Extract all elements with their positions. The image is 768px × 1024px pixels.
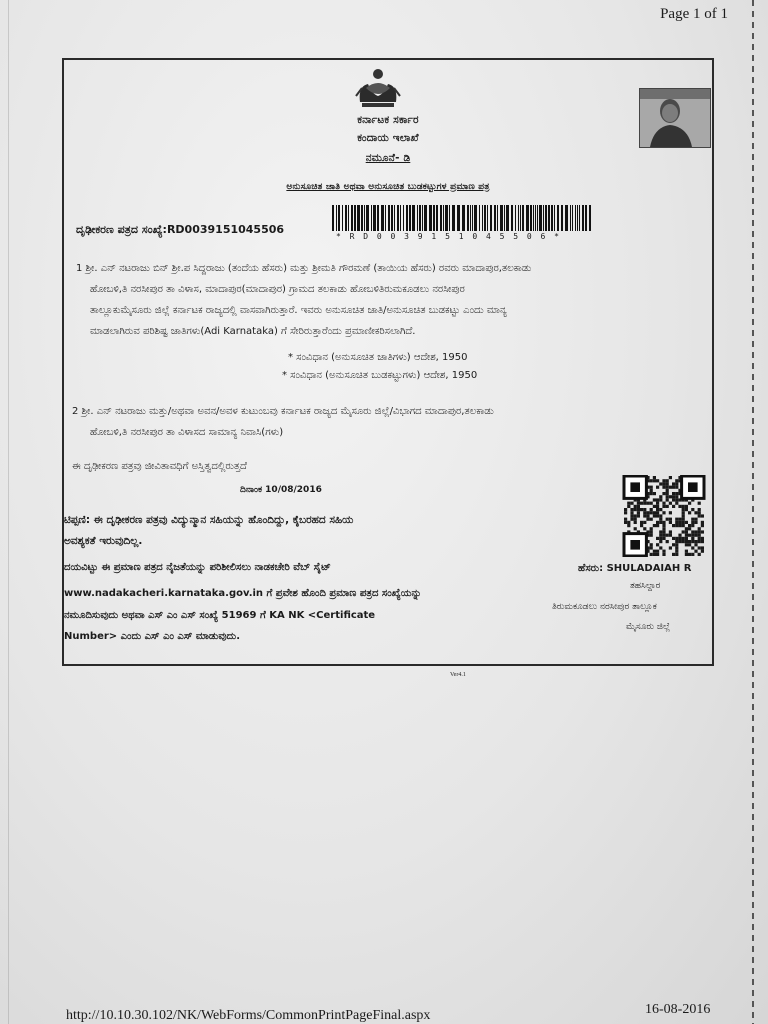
note-line: ಟಿಪ್ಪಣಿ: ಈ ದೃಢೀಕರಣ ಪತ್ರವು ವಿದ್ಯುನ್ಮಾನ ಸಹಿಯನ್ನು ಹೊಂದಿದ್ದು, ಕೈಬರಹದ ಸಹಿಯ (64, 514, 354, 526)
version-label: Ver4.1 (450, 672, 466, 678)
certificate-border (62, 58, 714, 666)
page-number-label: Page 1 of 1 (660, 6, 728, 22)
footer-url: http://10.10.30.102/NK/WebForms/CommonPrintPageFinal.aspx (66, 1008, 431, 1023)
barcode-text: * R D 0 0 3 9 1 5 1 0 4 5 5 0 6 * (336, 232, 561, 241)
paragraph-1-line: ತಾಲ್ಲೂಕುಮೈಸೂರು ಜಿಲ್ಲೆ ಕರ್ನಾಟಕ ರಾಜ್ಯದಲ್ಲಿ ವಾಸವಾಗಿರುತ್ತಾರೆ. ಇವರು ಅನುಸೂಚಿತ ಜಾತಿ/ಅನುಸೂಚಿತ ಬುಡಕಟ್ಟು ಎಂದು ಮಾನ್ಯ (90, 305, 507, 316)
verify-line: ದಯವಿಟ್ಟು ಈ ಪ್ರಮಾಣ ಪತ್ರದ ನೈಜತೆಯನ್ನು ಪರಿಶೀಲಿಸಲು ನಾಡಕಚೇರಿ ವೆಬ್ ಸೈಟ್ (64, 562, 331, 573)
verify-line: www.nadakacheri.karnataka.gov.in ಗೆ ಪ್ರವೇಶ ಹೊಂದಿ ಪ್ರಮಾಣ ಪತ್ರದ ಸಂಖ್ಯೆಯನ್ನು (64, 588, 422, 599)
verify-line: Number> ಎಂದು ಎಸ್ ಎಂ ಎಸ್ ಮಾಡುವುದು. (64, 631, 241, 642)
signer-title: ತಹಸಿಲ್ದಾರ (630, 581, 661, 591)
order-line: * ಸಂವಿಧಾನ (ಅನುಸೂಚಿತ ಬುಡಕಟ್ಟುಗಳು) ಆದೇಶ, 1950 (282, 370, 478, 381)
signer-district: ಮೈಸೂರು ಜಿಲ್ಲೆ (626, 622, 671, 632)
paper-crease (752, 0, 754, 1024)
footer-date: 16-08-2016 (645, 1002, 711, 1017)
qr-code-icon (622, 475, 706, 557)
certificate-title: ಅನುಸೂಚಿತ ಜಾತಿ ಅಥವಾ ಅನುಸೂಚಿತ ಬುಡಕಟ್ಟುಗಳ ಪ್ರಮಾಣ ಪತ್ರ (286, 182, 490, 192)
paragraph-2-line: ಹೋಬಳಿ,ತಿ ನರಸೀಪುರ ತಾ ವಿಳಾಸದ ಸಾಮಾನ್ಯ ನಿವಾಸಿ(ಗಳು) (90, 427, 284, 438)
paragraph-1-line: ಮಾಡಲಾಗಿರುವ ಪರಿಶಿಷ್ಟ ಜಾತಿಗಳು(Adi Karnataka) ಗೆ ಸೇರಿರುತ್ತಾರೆಂದು ಪ್ರಮಾಣೀಕರಿಸಲಾಗಿದೆ. (90, 326, 416, 337)
paragraph-1-line: 1 ಶ್ರೀ. ಎನ್ ನಟರಾಜು ಬಿನ್ ಶ್ರೀ.ಪ ಸಿದ್ದರಾಜು (ತಂದೆಯ ಹೆಸರು) ಮತ್ತು ಶ್ರೀಮತಿ ಗೌರಮಣೆ (ತಾಯಿಯ ಹೆಸರು) ರವರು ಮಾದಾಪುರ,ತಲಕಾಡು (76, 263, 532, 274)
paper-crease (8, 0, 9, 1024)
signer-name: ಹೆಸರು: SHULADAIAH R (578, 563, 692, 574)
verify-line: ನಮೂದಿಸುವುದು ಅಥವಾ ಎಸ್ ಎಂ ಎಸ್ ಸಂಖ್ಯೆ 51969 ಗೆ KA NK <Certificate (64, 610, 376, 621)
form-name: ನಮೂನೆ- ಡಿ (365, 152, 411, 164)
department-name: ಕಂದಾಯ ಇಲಾಖೆ (357, 132, 419, 144)
government-name: ಕರ್ನಾಟಕ ಸರ್ಕಾರ (357, 114, 419, 126)
validity-statement: ಈ ದೃಢೀಕರಣ ಪತ್ರವು ಜೀವಿತಾವಧಿಗೆ ಅಸ್ತಿತ್ವದಲ್ಲಿರುತ್ತದೆ (72, 461, 247, 472)
paragraph-1-line: ಹೋಬಳಿ,ತಿ ನರಸೀಪುರ ತಾ ವಿಳಾಸ, ಮಾದಾಪುರ(ಮಾದಾಪುರ) ಗ್ರಾಮದ ತಲಕಾಡು ಹೋಬಳಿತಿರುಮಕೂಡಲು ನರಸೀಪುರ (90, 284, 465, 295)
karnataka-emblem-icon (352, 66, 404, 112)
signer-office: ತಿರುಮಕೂಡಲು ನರಸೀಪುರ ತಾಲ್ಲೂಕ (552, 602, 657, 612)
certificate-number: ದೃಢೀಕರಣ ಪತ್ರದ ಸಂಖ್ಯೆ:RD0039151045506 (76, 223, 285, 236)
order-line: * ಸಂವಿಧಾನ (ಅನುಸೂಚಿತ ಜಾತಿಗಳು) ಆದೇಶ, 1950 (288, 352, 468, 363)
issue-date: ದಿನಾಂಕ 10/08/2016 (240, 485, 322, 495)
paragraph-2-line: 2 ಶ್ರೀ. ಎನ್ ನಟರಾಜು ಮತ್ತು/ಅಥವಾ ಅವನ/ಅವಳ ಕುಟುಂಬವು ಕರ್ನಾಟಕ ರಾಜ್ಯದ ಮೈಸೂರು ಜಿಲ್ಲೆ/ವಿಭಾಗದ ಮಾದಾಪುರ,ತಲಕಾಡು (72, 406, 494, 417)
note-line: ಅವಶ್ಯಕತೆ ಇರುವುದಿಲ್ಲ. (64, 535, 143, 547)
